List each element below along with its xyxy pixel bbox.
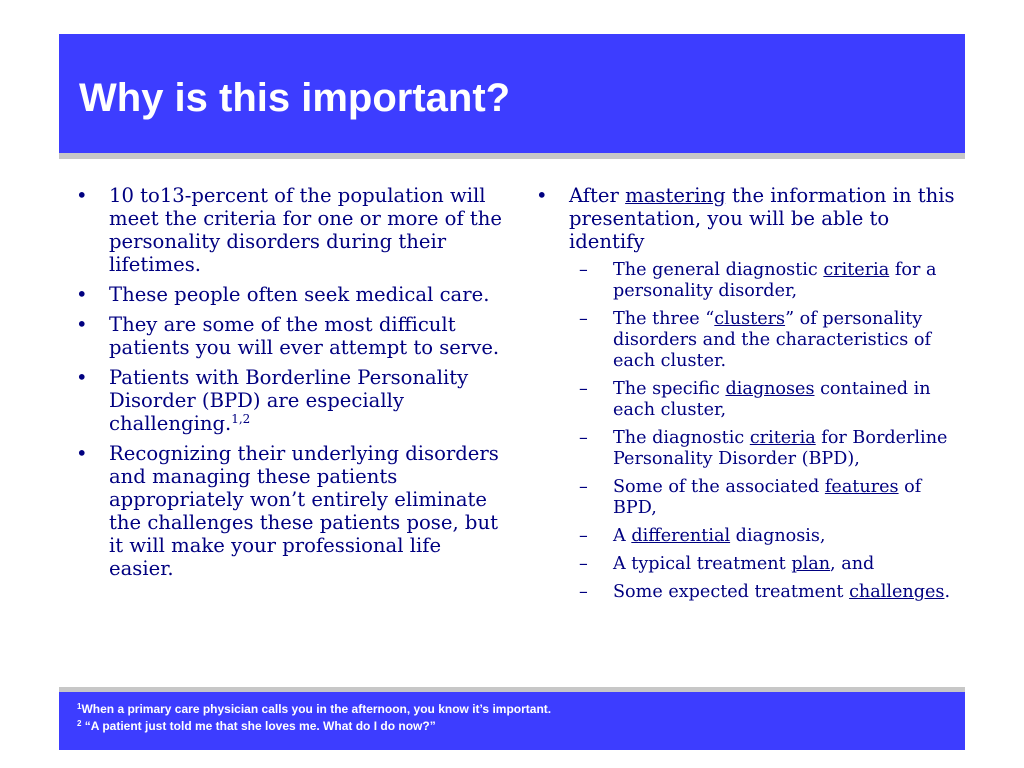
dash-marker: – [579, 477, 588, 497]
dash-marker: – [579, 428, 588, 448]
link-plan[interactable]: plan [791, 554, 831, 574]
sub-list-item [579, 379, 961, 421]
right-column [536, 184, 961, 610]
bullet-text: Recognizing their underlying disorders and managing these patients appropriately won’t entirely eliminate the challenges these patients pose, but it will make your professional life easier. [109, 442, 499, 580]
list-item [76, 366, 506, 435]
bullet-marker: • [76, 283, 88, 306]
item-text: The three “ [613, 309, 715, 329]
bullet-marker: • [76, 184, 88, 207]
item-text: The general diagnostic [613, 260, 824, 280]
item-text: A [613, 526, 632, 546]
sub-list-item [579, 582, 961, 603]
footnote-1 [77, 702, 551, 716]
footnote-text: “A patient just told me that she loves me. What do I do now?” [81, 719, 436, 733]
slide-title: Why is this important? [79, 76, 511, 120]
link-challenges[interactable]: challenges [849, 582, 945, 602]
bullet-marker: • [536, 184, 548, 207]
right-bullet-list [536, 184, 961, 603]
intro-text: After [569, 184, 626, 207]
intro-text: the information in this presentation, you will be able to identify [569, 184, 955, 253]
item-text: of BPD, [613, 477, 922, 518]
item-text: for a personality disorder, [613, 260, 937, 301]
link-differential[interactable]: differential [631, 526, 731, 546]
item-text: diagnosis, [730, 526, 826, 546]
sub-list-item [579, 554, 961, 575]
bullet-marker: • [76, 366, 88, 389]
link-clusters[interactable]: clusters [714, 309, 786, 329]
dash-marker: – [579, 554, 588, 574]
bullet-text: 10 to13-percent of the population will meet the criteria for one or more of the personality disorders during their lifetimes. [109, 184, 503, 276]
dash-marker: – [579, 526, 588, 546]
sub-list-item [579, 428, 961, 470]
bullet-text: Patients with Borderline Personality Disorder (BPD) are especially challenging. [109, 366, 469, 435]
item-text: contained in each cluster, [613, 379, 931, 420]
link-bpd-criteria[interactable]: criteria [749, 428, 816, 448]
item-text: . [944, 582, 951, 602]
bullet-marker: • [76, 442, 88, 465]
bullet-text: They are some of the most difficult patients you will ever attempt to serve. [109, 313, 500, 359]
item-text: A typical treatment [613, 554, 792, 574]
footnote-mark: 2 [77, 719, 82, 728]
item-text: for Borderline Personality Disorder (BPD), [613, 428, 948, 469]
sub-list-item [579, 260, 961, 302]
link-diagnoses[interactable]: diagnoses [725, 379, 815, 399]
list-item [536, 184, 961, 603]
item-text: The diagnostic [613, 428, 750, 448]
footnote-reference: 1,2 [231, 412, 251, 426]
list-item [76, 313, 506, 359]
link-features[interactable]: features [824, 477, 899, 497]
footnote-bar [59, 687, 965, 750]
list-item [76, 283, 506, 306]
footnote-mark: 1 [77, 702, 82, 711]
left-bullet-list [76, 184, 506, 580]
sub-list-item [579, 309, 961, 372]
footnote-2 [77, 719, 436, 733]
item-text: Some expected treatment [613, 582, 850, 602]
objectives-list [579, 260, 961, 603]
list-item [76, 184, 506, 276]
title-bar [59, 34, 965, 159]
dash-marker: – [579, 582, 588, 602]
list-item [76, 442, 506, 580]
link-mastering[interactable]: mastering [625, 184, 726, 207]
bullet-marker: • [76, 313, 88, 336]
sub-list-item [579, 526, 961, 547]
item-text: , and [830, 554, 875, 574]
item-text: ” of personality disorders and the characteristics of each cluster. [613, 309, 931, 371]
dash-marker: – [579, 379, 588, 399]
dash-marker: – [579, 260, 588, 280]
item-text: The specific [613, 379, 726, 399]
sub-list-item [579, 477, 961, 519]
bullet-text: These people often seek medical care. [109, 283, 490, 306]
dash-marker: – [579, 309, 588, 329]
left-column [76, 184, 506, 587]
link-criteria[interactable]: criteria [823, 260, 890, 280]
item-text: Some of the associated [613, 477, 825, 497]
footnote-text: When a primary care physician calls you in the afternoon, you know it’s important. [81, 702, 552, 716]
